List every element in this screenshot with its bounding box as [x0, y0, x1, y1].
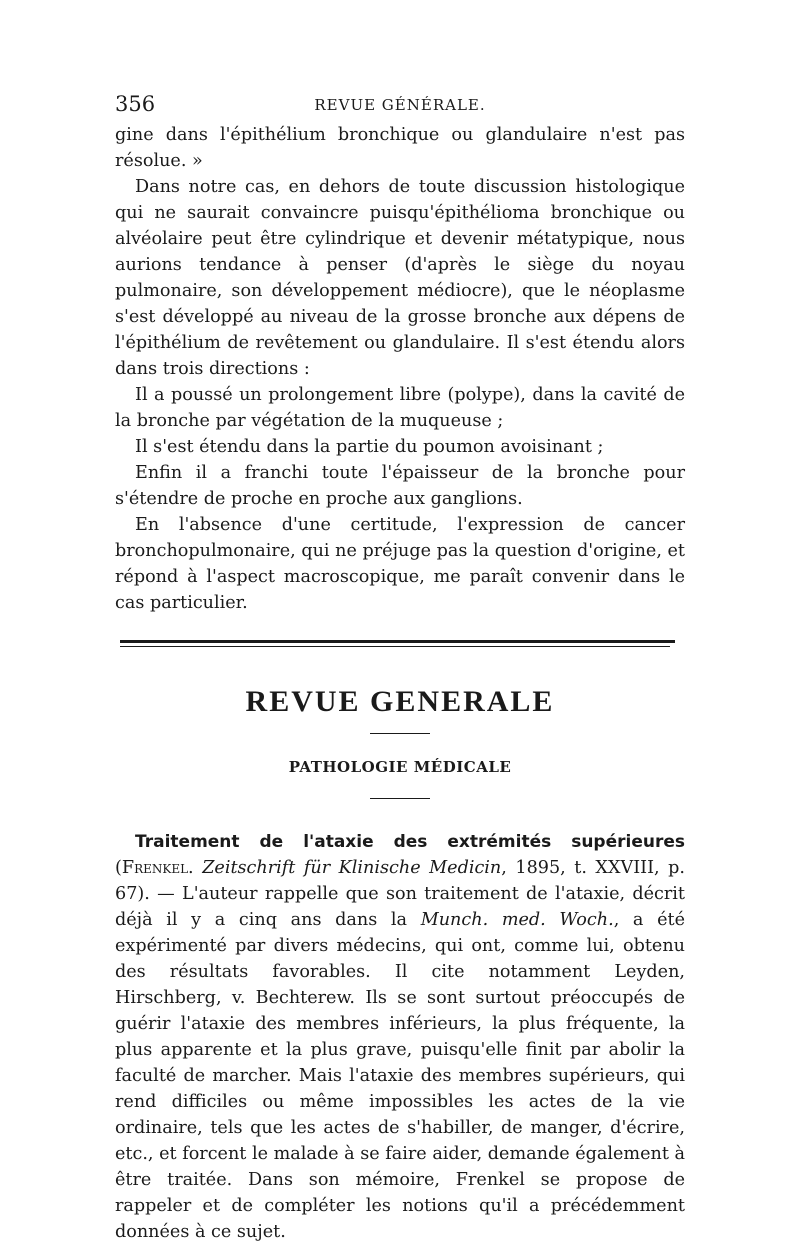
section-divider [115, 640, 685, 647]
page [115, 92, 685, 1245]
running-title: REVUE GÉNÉRALE. [314, 96, 486, 114]
paragraph: En l'absence d'une certitude, l'expression de cancer bronchopulmonaire, qui ne préjuge pas la question d'origine, et répond à l'aspect macroscopique, me paraît convenir dans le cas particulier. [115, 515, 685, 613]
section-main-title: REVUE GENERALE [245, 685, 555, 718]
paragraph: Enfin il a franchi toute l'épaisseur de la bronche pour s'étendre de proche en proche aux ganglions. [115, 463, 685, 509]
title-rule [370, 733, 430, 734]
article [115, 829, 685, 1245]
article-title: Traitement de l'ataxie des extrémités supérieures [135, 832, 685, 852]
subtitle-rule [370, 798, 430, 799]
article-paragraph [115, 829, 685, 1245]
article-citation: , 1895, t. XXVIII, p. 67). — [115, 858, 686, 904]
paragraph: Dans notre cas, en dehors de toute discussion histologique qui ne saurait convaincre puisqu'épithélioma bronchique ou alvéolaire peut être cylindrique et devenir métatypique, nous aurions tendance à penser (d'après le siège du noyau pulmonaire, son développement médiocre), que le néoplasme s'est développé au niveau de la grosse bronche aux dépens de l'épithélium de revêtement ou glandulaire. Il s'est étendu alors dans trois directions : [115, 177, 685, 379]
divider-thin [120, 646, 670, 647]
article-journal: Zeitschrift für Klinische Medicin [202, 858, 502, 878]
paragraph: Il s'est étendu dans la partie du poumon avoisinant ; [135, 437, 604, 457]
upper-text [115, 122, 685, 616]
article-author: (Frenkel. [115, 858, 194, 878]
running-head [115, 92, 685, 122]
paragraph: Il a poussé un prolongement libre (polype), dans la cavité de la bronche par végétation de la muqueuse ; [115, 385, 685, 431]
article-body: , a été expérimenté par divers médecins, qui ont, comme lui, obtenu des résultats favorables. Il cite notamment Leyden, Hirschberg, v. Bechterew. Ils se sont surtout préoccupés de guérir l'ataxie des membres inférieurs, la plus fréquente, la plus apparente et la plus grave, puisqu'elle finit par abolir la faculté de marcher. Mais l'ataxie des membres supérieurs, qui rend difficiles ou même impossibles les actes de la vie ordinaire, tels que les actes de s'habiller, de manger, d'écrire, etc., et forcent le malade à se faire aider, demande également à être traitée. Dans son mémoire, Frenkel se propose de rappeler et de compléter les notions qu'il a précédemment données à ce sujet. [115, 910, 685, 1242]
page-number: 356 [115, 92, 156, 116]
paragraph: gine dans l'épithélium bronchique ou glandulaire n'est pas résolue. » [115, 125, 685, 171]
article-body: L'auteur rappelle que son traitement de l'ataxie, décrit déjà il y a cinq ans dans la [115, 884, 685, 930]
section-subtitle: PATHOLOGIE MÉDICALE [288, 758, 512, 776]
divider-thick [120, 640, 675, 643]
article-journal-2: Munch. med. Woch. [420, 910, 614, 930]
